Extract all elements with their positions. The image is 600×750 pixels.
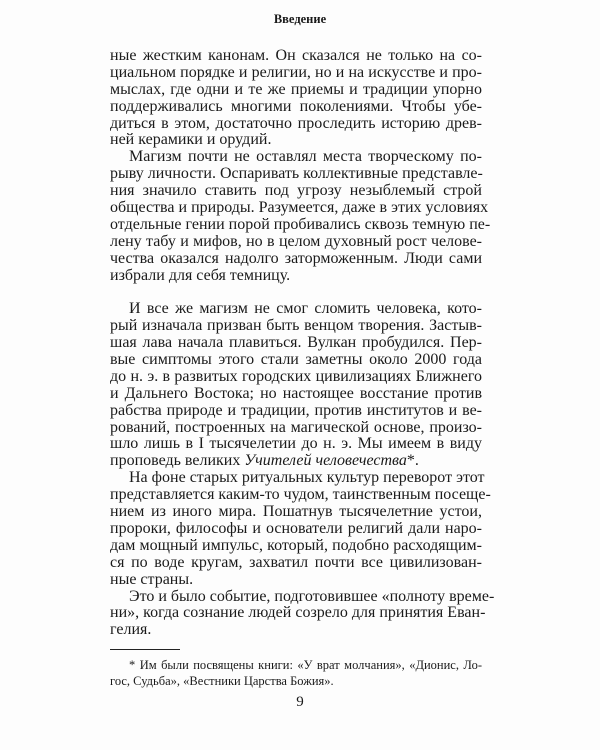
text-line: И все же магизм не смог сломить человека, кото- (129, 300, 482, 318)
text-line: представляется каким-то чудом, таинственным посеще- (110, 486, 491, 504)
text-line: поддерживались многими поколениями. Чтобы убе- (110, 97, 482, 115)
footnote-line: * Им были посвящены книги: «У врат молчания», «Дионис, Ло- (129, 658, 482, 672)
text-line: до н. э. в развитых городских цивилизациях Ближнего (110, 367, 482, 385)
main-text (110, 47, 495, 639)
text-line: рований, построенных на магической основе, произо- (110, 418, 482, 436)
text-line: рабства природе и традиции, против институтов и ве- (110, 401, 482, 419)
text-line: и Дальнего Востока; но настоящее восстание против (110, 384, 482, 402)
italic-phrase: Учителей человечества (244, 452, 407, 470)
text-line: ния значило ставить под угрозу незыблемый строй (110, 182, 482, 200)
text-line: рыву личности. Оспаривать коллективные представле- (110, 165, 483, 183)
text-line: мыслах, где одни и те же приемы и традиции упорно (110, 80, 482, 98)
text-line: избрали для себя темницу. (110, 266, 291, 284)
section-break (110, 284, 482, 301)
text-line: Это и было событие, подготовившее «полноту време- (129, 587, 495, 605)
footnote-line: гос, Судьба», «Вестники Царства Божия». (110, 674, 334, 688)
text-line: рый изначала призван быть венцом творения. Застыв- (110, 317, 482, 335)
text-line: ся по воде кругам, захватил почти все цивилизован- (110, 553, 482, 571)
text-line: Магизм почти не оставлял места творческому по- (129, 148, 482, 166)
text-segment: *. (406, 452, 419, 470)
text-line: отдельные гении порой пробивались сквозь темную пе- (110, 215, 491, 233)
text-line (110, 453, 482, 470)
page-number: 9 (296, 694, 304, 710)
text-line: лену табу и мифов, но в целом духовный рост челове- (110, 232, 482, 250)
text-line: ни», когда сознание людей созрело для принятия Еван- (110, 604, 486, 622)
text-line: гелия. (110, 621, 152, 639)
text-line: дам мощный импульс, который, подобно расходящим- (110, 536, 482, 554)
text-line: шая лава начала плавиться. Вулкан пробудился. Пер- (110, 334, 482, 352)
text-line: чества оказался надолго заторможенным. Люди сами (110, 249, 482, 267)
text-segment: проповедь великих (110, 452, 245, 470)
text-line: шло лишь в I тысячелетии до н. э. Мы имеем в виду (110, 435, 482, 453)
text-line: ней керамики и орудий. (110, 131, 272, 149)
text-line: общества и природы. Разумеется, даже в этих условиях (110, 199, 489, 217)
text-line: диться в этом, достаточно проследить историю древ- (110, 114, 482, 132)
footnote (110, 657, 482, 689)
text-line: вые симптомы этого стали заметны около 2000 года (110, 351, 482, 369)
text-line: нием из иного мира. Пошатнув тысячелетние устои, (110, 503, 482, 521)
text-line: ные страны. (110, 570, 194, 588)
running-header: Введение (273, 12, 327, 26)
text-line: циальном порядке и религии, но и на искусстве и про- (110, 63, 482, 81)
text-line: ные жестким канонам. Он сказался не только на со- (110, 47, 482, 64)
footnote-separator (110, 649, 180, 650)
text-line: пророки, философы и основатели религий дали наро- (110, 519, 482, 537)
text-line: На фоне старых ритуальных культур переворот этот (129, 469, 485, 487)
